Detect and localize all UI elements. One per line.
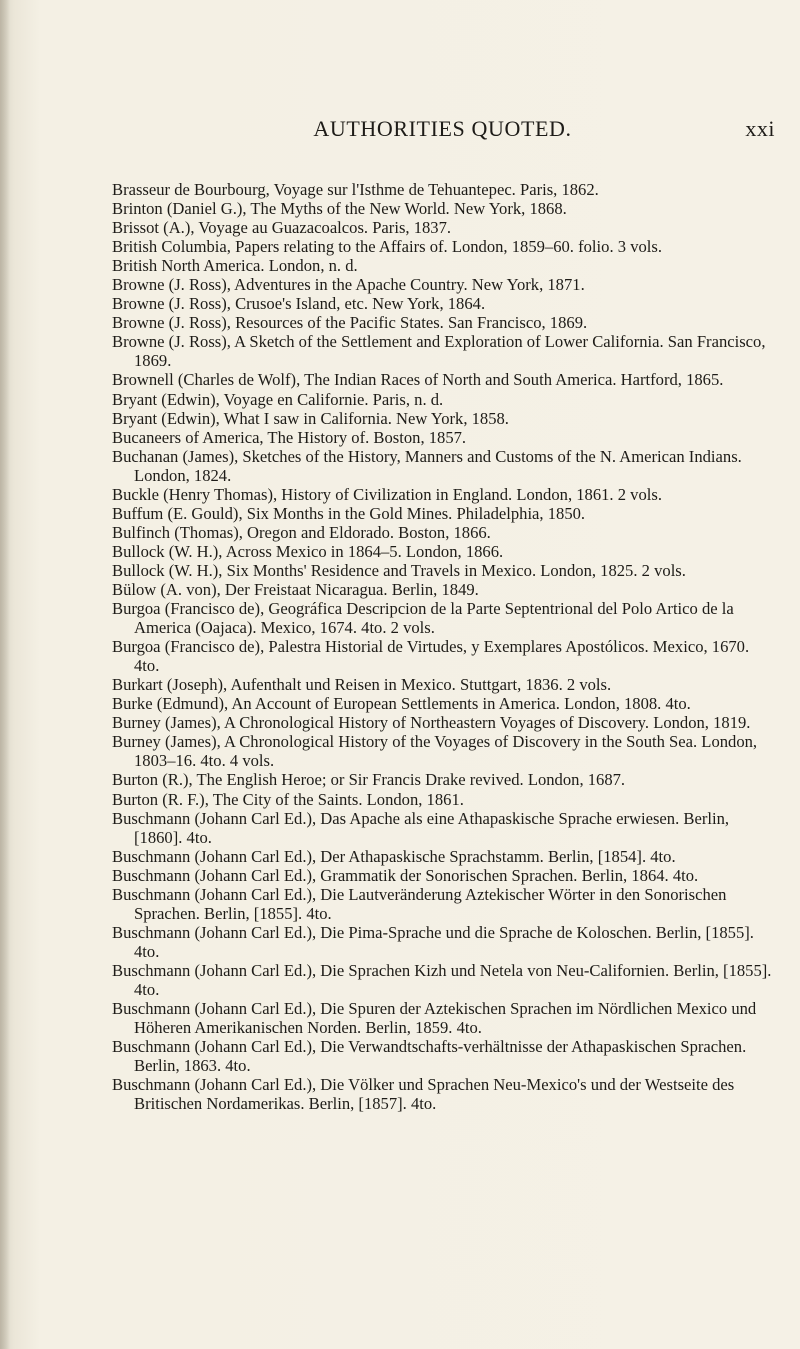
- bibliography-entry: Browne (J. Ross), Adventures in the Apache Country. New York, 1871.: [112, 275, 585, 295]
- running-title: AUTHORITIES QUOTED.: [313, 116, 572, 141]
- bibliography-entry: Buschmann (Johann Carl Ed.), Der Athapaskische Sprachstamm. Berlin, [1854]. 4to.: [112, 846, 676, 866]
- bibliography-entry: Burke (Edmund), An Account of European Settlements in America. London, 1808. 4to.: [112, 694, 691, 714]
- bibliography-entry: Browne (J. Ross), Resources of the Pacific States. San Francisco, 1869.: [112, 313, 588, 333]
- bibliography-entry: Bryant (Edwin), What I saw in California. New York, 1858.: [112, 408, 509, 428]
- binding-shadow: [0, 0, 10, 1349]
- bibliography-entry: Burkart (Joseph), Aufenthalt und Reisen in Mexico. Stuttgart, 1836. 2 vols.: [112, 675, 612, 695]
- bibliography-entry: Bullock (W. H.), Across Mexico in 1864–5. London, 1866.: [112, 541, 504, 561]
- bibliography-entry: Bryant (Edwin), Voyage en Californie. Paris, n. d.: [112, 389, 444, 409]
- bibliography-entry: Buschmann (Johann Carl Ed.), Die Sprachen Kizh und Netela von Neu-Californien. Berlin, [1855]. 4to.: [112, 960, 772, 999]
- bibliography-entry: Brissot (A.), Voyage au Guazacoalcos. Paris, 1837.: [112, 218, 452, 238]
- bibliography-entry: Buschmann (Johann Carl Ed.), Die Verwandtschafts-verhältnisse der Athapaskischen Sprachen. Berlin, 1863. 4to.: [112, 1037, 747, 1076]
- bibliography-entry: Brownell (Charles de Wolf), The Indian Races of North and South America. Hartford, 1865.: [112, 370, 724, 390]
- bibliography-entry: Brasseur de Bourbourg, Voyage sur l'Isthme de Tehuantepec. Paris, 1862.: [112, 180, 599, 199]
- bibliography-entry: British Columbia, Papers relating to the Affairs of. London, 1859–60. folio. 3 vols.: [112, 237, 662, 257]
- bibliography-entry: Burney (James), A Chronological History of Northeastern Voyages of Discovery. London, 1819.: [112, 713, 751, 733]
- bibliography-entry: Buschmann (Johann Carl Ed.), Die Lautveränderung Aztekischer Wörter in den Sonorischen Sprachen. Berlin, [1855]. 4to.: [112, 884, 727, 923]
- bibliography-entry: Burgoa (Francisco de), Geográfica Descripcion de la Parte Septentrional del Polo Artico de la America (Oajaca). Mexico, 1674. 4to. 2 vols.: [112, 599, 734, 638]
- bibliography-entry: British North America. London, n. d.: [112, 256, 358, 276]
- bibliography-entry: Burton (R. F.), The City of the Saints. London, 1861.: [112, 789, 464, 809]
- bibliography-entry: Buschmann (Johann Carl Ed.), Das Apache als eine Athapaskische Sprache erwiesen. Berlin, [1860]. 4to.: [112, 808, 730, 847]
- bibliography-entry: Burgoa (Francisco de), Palestra Historial de Virtudes, y Exemplares Apostólicos. Mexico, 1670. 4to.: [112, 637, 750, 676]
- bibliography-entry: Bucaneers of America, The History of. Boston, 1857.: [112, 427, 467, 447]
- bibliography-entry: Bullock (W. H.), Six Months' Residence and Travels in Mexico. London, 1825. 2 vols.: [112, 560, 686, 580]
- bibliography-entry: Buschmann (Johann Carl Ed.), Die Völker und Sprachen Neu-Mexico's und der Westseite des Britischen Nordamerikas. Berlin, [1857]. 4to.: [112, 1075, 735, 1114]
- bibliography-entry: Burney (James), A Chronological History of the Voyages of Discovery in the South Sea. London, 1803–16. 4to. 4 vols.: [112, 732, 758, 771]
- bibliography-entry: Browne (J. Ross), Crusoe's Island, etc. New York, 1864.: [112, 294, 486, 314]
- bibliography-entry: Buschmann (Johann Carl Ed.), Die Pima-Sprache und die Sprache de Koloschen. Berlin, [1855]. 4to.: [112, 922, 754, 961]
- bibliography-entry: Browne (J. Ross), A Sketch of the Settlement and Exploration of Lower California. San Francisco, 1869.: [112, 332, 766, 371]
- bibliography-entry: Buchanan (James), Sketches of the History, Manners and Customs of the N. American Indians. London, 1824.: [112, 446, 742, 485]
- bibliography-entry: Buckle (Henry Thomas), History of Civilization in England. London, 1861. 2 vols.: [112, 484, 662, 504]
- bibliography-entry: Bulfinch (Thomas), Oregon and Eldorado. Boston, 1866.: [112, 522, 491, 542]
- page-number: xxi: [745, 116, 775, 141]
- bibliography-entry: Buffum (E. Gould), Six Months in the Gold Mines. Philadelphia, 1850.: [112, 503, 586, 523]
- bibliography-entry: Brinton (Daniel G.), The Myths of the New World. New York, 1868.: [112, 199, 567, 219]
- bibliography-entry: Buschmann (Johann Carl Ed.), Die Spuren der Aztekischen Sprachen im Nördlichen Mexico und Höheren Amerikanischen Norden. Berlin, 1859. 4to.: [112, 999, 757, 1038]
- bibliography-entry: Burton (R.), The English Heroe; or Sir Francis Drake revived. London, 1687.: [112, 770, 626, 790]
- bibliography-entry: Buschmann (Johann Carl Ed.), Grammatik der Sonorischen Sprachen. Berlin, 1864. 4to.: [112, 865, 699, 885]
- page-header: [110, 116, 775, 146]
- bibliography-list: [112, 180, 774, 1113]
- bibliography-entry: Bülow (A. von), Der Freistaat Nicaragua. Berlin, 1849.: [112, 579, 479, 599]
